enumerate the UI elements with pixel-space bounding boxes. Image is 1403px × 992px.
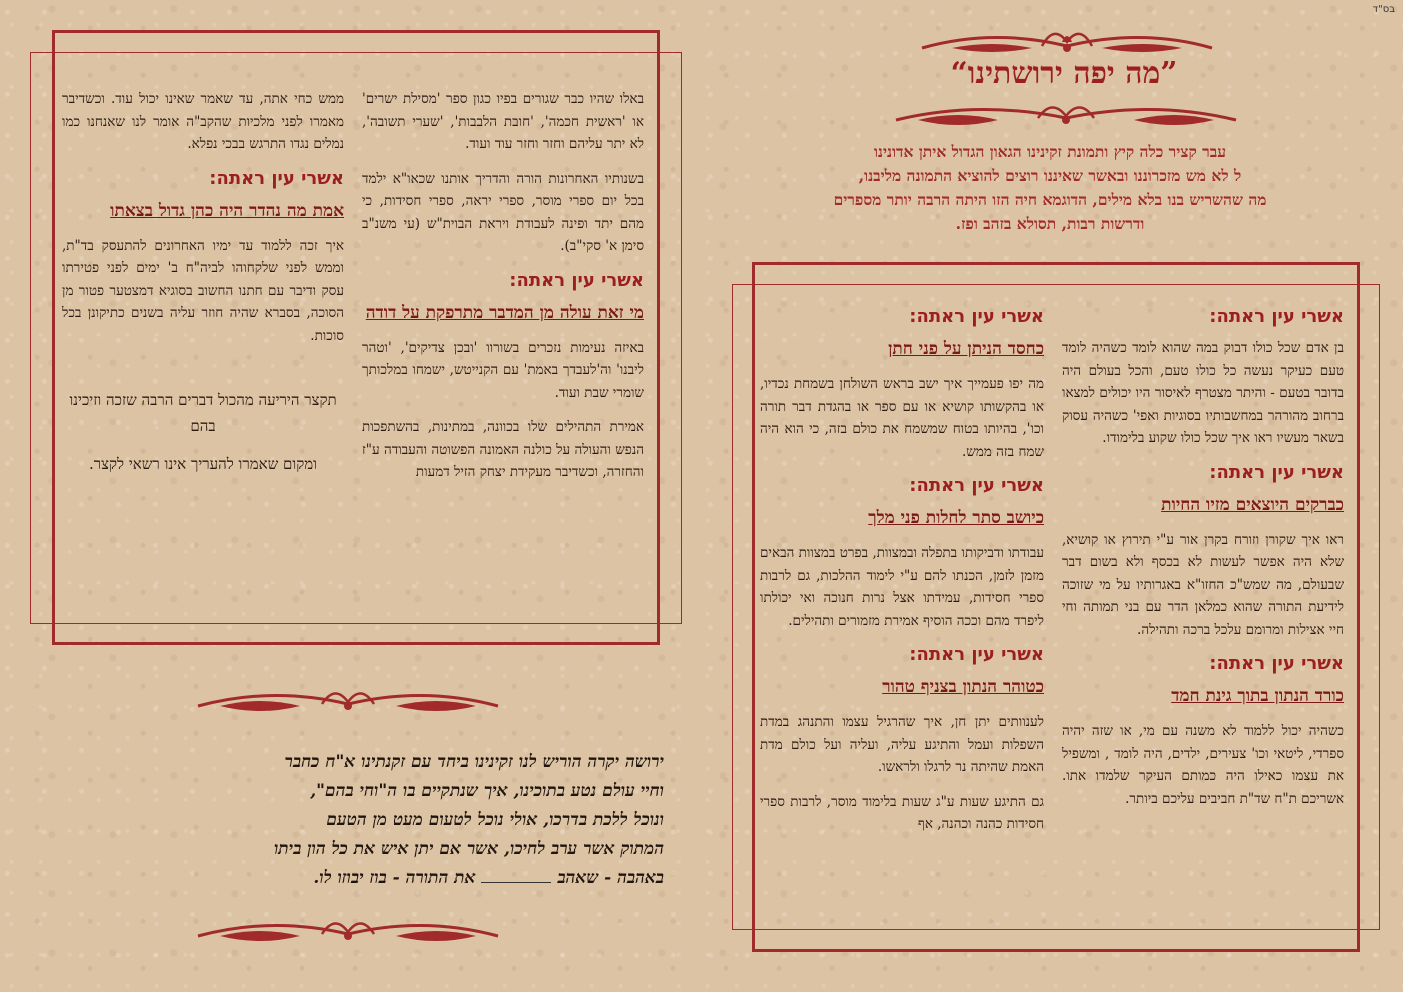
section-subheading: מי זאת עולה מן המדבר מתרפקת על דודה — [365, 302, 644, 323]
section-subheading: כברקים היוצאים מזיו החיות — [1161, 494, 1344, 515]
closing-line-last — [92, 864, 664, 893]
paragraph: בשנותיו האחרונות הורה והדריך אותנו שכאו"א ילמד בכל יום ספרי מוסר, ספרי יראה, ספרי חסידות, כי מהם יתד ופינה לעבודת ויראת הבוית"ש (עי משנ"ב סימן א' סקי"ב). — [362, 170, 644, 254]
section-heading: אשרי עין ראתה: — [509, 269, 644, 291]
closing-last-start: באהבה - שאהב — [557, 868, 664, 888]
section-subheading: כורד הנתון בתוך גינת חמד — [1171, 686, 1344, 706]
section-heading: אשרי עין ראתה: — [1209, 461, 1344, 483]
closing-paragraph: ומקום שאמרו להעריך אינו רשאי לקצר. — [89, 455, 317, 473]
paragraph: ממש כחי אתה, עד שאמר שאינו יכול עוד. וכשדיבר מאמרו לפני מלכיות שהקב"ה אומר לנו שאנחנו כמו נמלים נגדו התרגש בבכי נפלא. — [62, 91, 344, 152]
ornament-bottom — [190, 910, 506, 958]
intro-line: עבר קציר כלה קיץ ותמונת זקינינו הגאון הגדול איתן אדונינו — [873, 142, 1227, 161]
paragraph: לענוותים יתן חן, איך שהרגיל עצמו והתנהג במדת השפלות ועמל והתיגע עליה, ועליה ועל כולם מדת האמת שהיתה נר לרגלו ולראשו. — [760, 714, 1044, 775]
paragraph: בן אדם שכל כולו דבוק במה שהוא לומד כשהיה לומד טעם כעיקר נעשה כל כולו טעם, והכל בעולם היה בדובר בטעם - והיתר מצטרף לאיסור היו יכולים למצאו ברחוב מהורהר במחשבותיו בסוגיות ואפי' כשהיה עסוק בשאר מעשיו ראו איך שכל כולו שקוע בלימודו. — [1062, 340, 1344, 446]
intro-line: מה שהשריש בנו בלא מילים, הדוגמא חיה הזו היתה הרבה יותר מספרים — [833, 190, 1267, 209]
paragraph: כשהיה יכול ללמוד לא משנה עם מי, או שזה יהיה ספרדי, ליטאי וכו' צעירים, ילדים, היה לומד , ומשפיל את עצמו כאילו היה כמותם העיקר שלמדו אתו. אשריכם ת"ח שד"ת חביבים עליכם ביותר. — [1062, 723, 1344, 807]
section-heading: אשרי עין ראתה: — [909, 475, 1044, 496]
section-heading: אשרי עין ראתה: — [1209, 653, 1344, 674]
intro-line: ודרשות רבות, תסולא בזהב ופז. — [955, 214, 1145, 233]
ornament-under-title — [888, 96, 1244, 140]
paragraph: מה יפו פעמייך איך ישב בראש השולחן בשמחת נכדיו, או בהקשותו קושיא או עם ספר או בהגדת דבר תורה וכו', בהיותו בטוח שמשמח את כולם בזה, כי הוא היה שמח בזה ממש. — [760, 376, 1044, 460]
right-frame-column-right — [1062, 296, 1344, 822]
page-title: ”מה יפה ירושתינו“ — [950, 56, 1178, 91]
paragraph: איך זכה ללמוד עד ימיו האחרונים להתעסק בד"ת, וממש לפני שלקחוהו לביה"ח ב' ימים לפני פטירתו עסק ודיבר עם חתנו החשוב בסוגיא דמצטער פטור מן הסוכה, בסברא שהיה חוזר עליה בשנים כתיקונן בכל סוכות. — [62, 237, 344, 344]
paragraph: גם התיגע שעות ע"ג שעות בלימוד מוסר, לרבות ספרי חסידות כהנה וכהנה, אף — [760, 793, 1044, 832]
left-frame-column-left — [62, 88, 344, 489]
right-frame-column-left — [760, 296, 1044, 848]
left-frame-column-right — [362, 88, 644, 496]
paragraph: ראו איך שקורן וזורח בקרן אור ע"י תירוץ או קושיא, שלא היה אפשר לעשות לא בכסף ולא בשום דבר שבעולם, מה שמש"כ החזו"א באגרותיו על מי שזוכה לידיעת התורה שהוא כמלאן הדר עם בני תמותה וחי חיי אצילות ומרומם עלכל ברכה ותהילה. — [1062, 531, 1344, 638]
paragraph: באיזה נעימות נזכרים בשורוו 'ובכן צדיקים', 'וטהר ליבנו' וה'לעבדך באמת' עם הקנייטש, ישמחו במלכותך שומרי שבת ועוד. — [362, 339, 644, 401]
closing-last-end: את התורה - בוז יבוזו לו. — [313, 868, 476, 888]
closing-line: וחיי עולם נטע בתוכינו, איך שנתקיים בו ה"וחי בהם", — [310, 781, 664, 801]
section-subheading: כטוהר הנתון בצניף טהור — [882, 677, 1044, 697]
blank-line — [481, 882, 551, 883]
section-subheading: כחסד הניתן על פני חתן — [888, 339, 1044, 359]
section-subheading: כיושב סתר לחלות פני מלך — [868, 508, 1044, 528]
section-subheading: אמת מה נהדר היה כהן גדול בצאתו — [110, 200, 344, 221]
closing-paragraph: תקצר היריעה מהכול דברים הרבה שזכה וזיכינו בהם — [69, 391, 337, 435]
paragraph: עבודתו ודביקותו בתפלה ובמצוות, בפרט במצוות הבאים מזמן לזמן, הכנתו להם ע"י לימוד ההלכות, גם לרבות ספרי חסידות, עמידתו אצל נרות חנוכה ואי יכולתו ליפרד מהם וככה הוסיף אמירת מזמורים ותהילים. — [760, 545, 1044, 629]
ornament-above-closing — [190, 680, 506, 728]
closing-line: ונוכל ללכת בדרכו, אולי נוכל לטעום מעט מן הטעם — [326, 810, 664, 830]
paragraph: באלו שהיו כבר שגורים בפיו כגון ספר 'מסילת ישרים' או 'ראשית חכמה', 'חובת הלבבות', 'שערי תשובה', לא יתר עליהם וחזר וחזר עוד ועוד. — [362, 91, 644, 152]
section-heading: אשרי עין ראתה: — [209, 167, 344, 189]
section-heading: אשרי עין ראתה: — [1209, 306, 1344, 327]
section-heading: אשרי עין ראתה: — [909, 644, 1044, 665]
closing-text — [92, 748, 664, 893]
intro-text — [760, 140, 1340, 236]
closing-line: המתוק אשר ערב לחיכו, אשר אם יתן איש את כל הון ביתו — [273, 839, 664, 859]
closing-line: ירושה יקרה הוריש לנו זקינינו ביחד עם זקנתינו א"ח כחבר — [284, 752, 664, 772]
section-heading: אשרי עין ראתה: — [909, 306, 1044, 327]
intro-line: ל לא מש מזכרוננו ובאשר שאיננו רוצים להוציא התמונה מליבנו, — [858, 166, 1242, 185]
header-mark: בס"ד — [1372, 4, 1395, 15]
paragraph: אמירת התהילים שלו בכוונה, במתינות, בהשתפכות הנפש והעולה על כולנה האמונה הפשוטה והעבודה ע"ז והחזרה, וכשדיבר מעקידת יצחק הזיל דמעות — [362, 419, 644, 480]
